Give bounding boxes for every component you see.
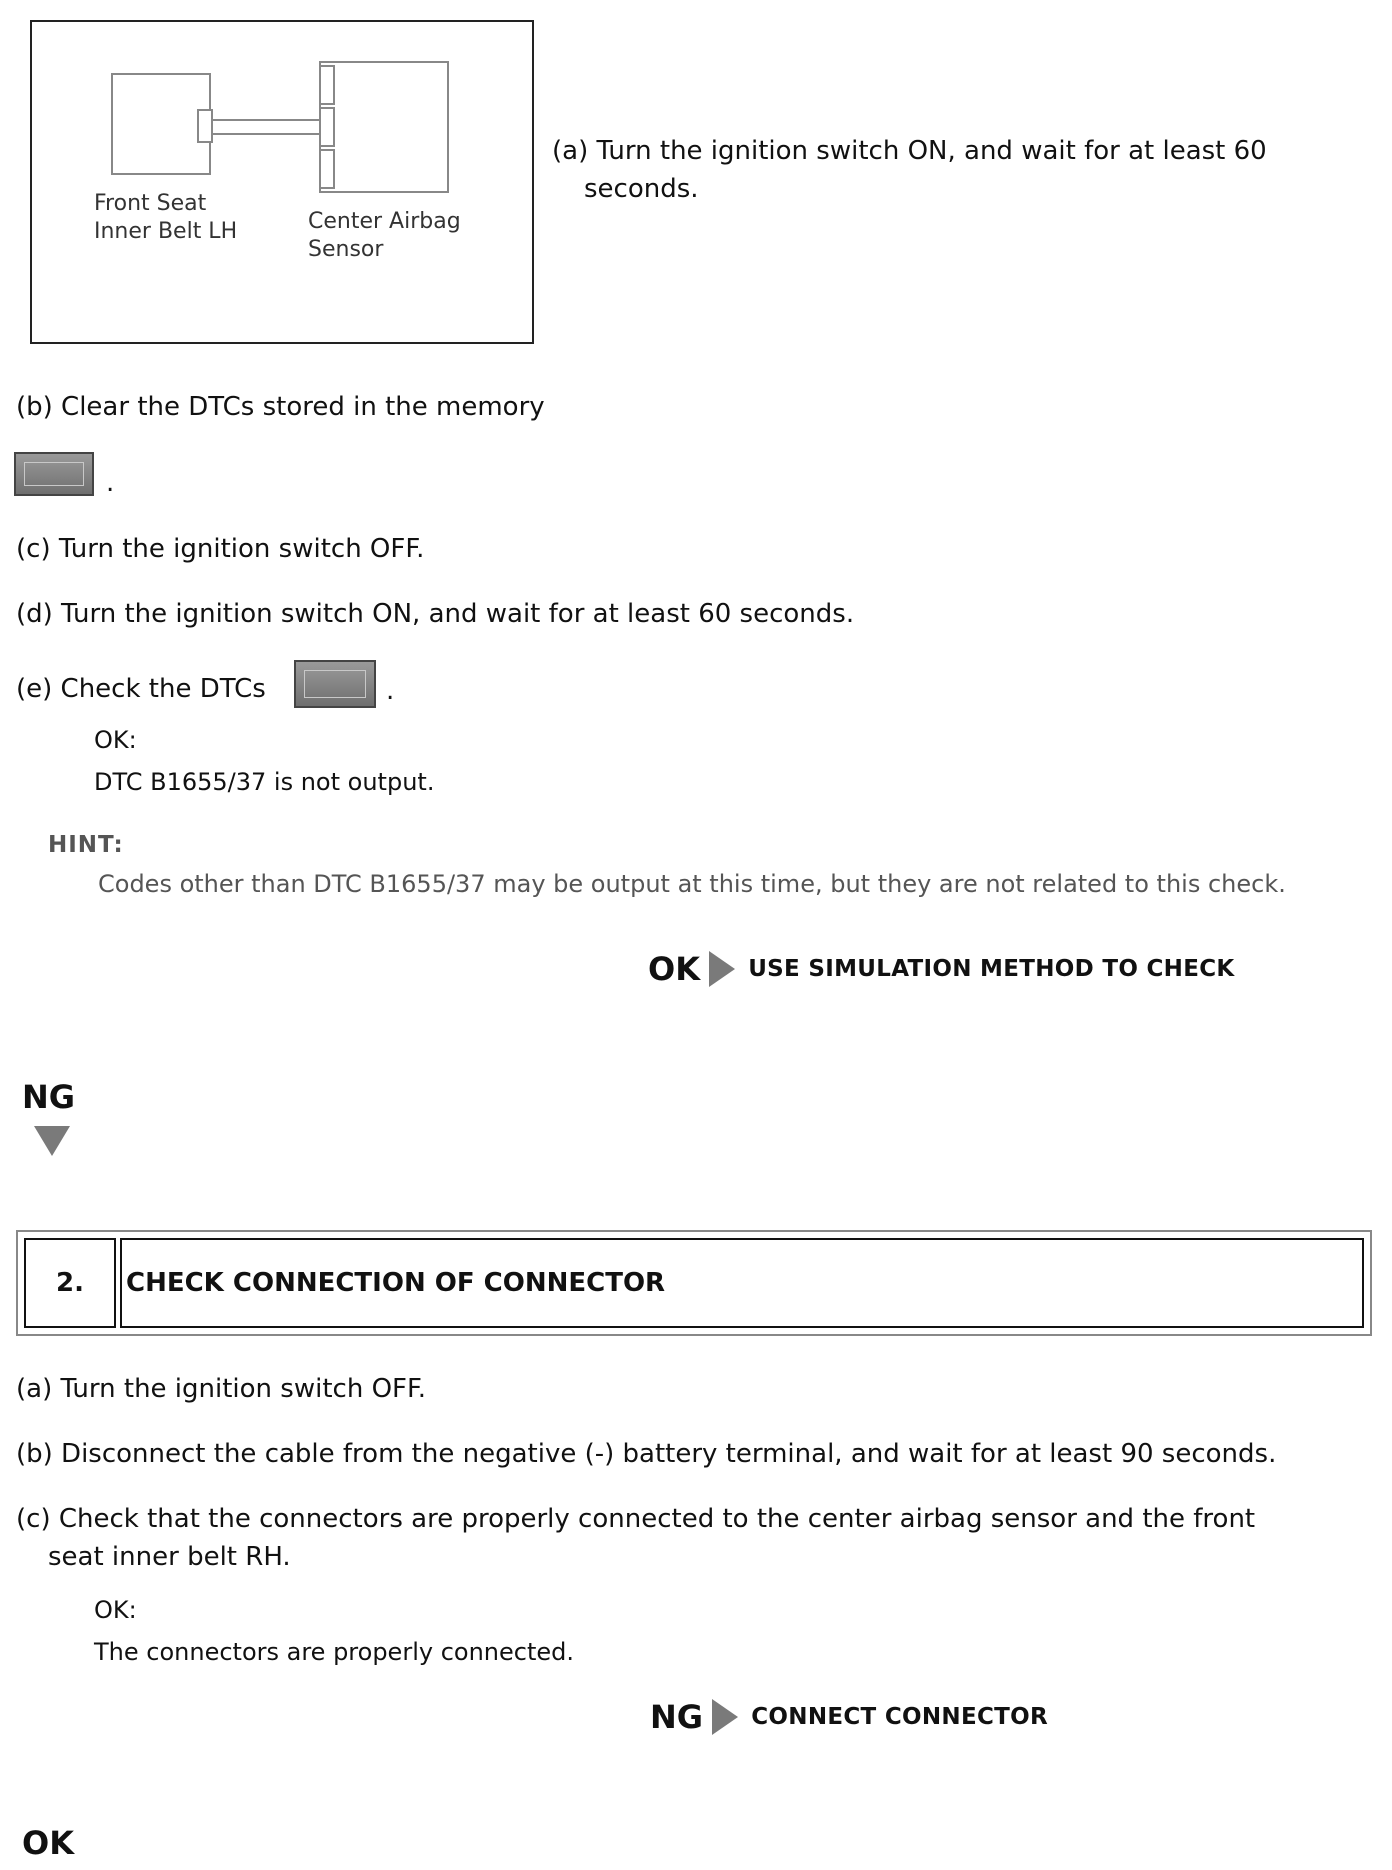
step-title: CHECK CONNECTION OF CONNECTOR xyxy=(126,1268,666,1298)
hint-title: HINT: xyxy=(48,832,124,858)
step2-b: (b) Disconnect the cable from the negative (-) battery terminal, and wait for at least 90 seconds. xyxy=(16,1439,1277,1469)
diagram-label-sensor: Sensor xyxy=(308,237,384,262)
step1-c: (c) Turn the ignition switch OFF. xyxy=(16,534,425,564)
step1-ok-label: OK: xyxy=(94,726,137,754)
branch-ng-label: NG xyxy=(22,1078,76,1116)
step1-e-period: . xyxy=(386,676,395,706)
step2-ok-label: OK: xyxy=(94,1596,137,1624)
diagram-label-inner-belt: Inner Belt LH xyxy=(94,219,238,244)
step2-title-cell xyxy=(120,1238,1364,1328)
connector-diagram xyxy=(30,20,534,344)
step1-b-period: . xyxy=(106,468,115,498)
arrow-right-icon xyxy=(709,951,735,987)
step1-ok-text: DTC B1655/37 is not output. xyxy=(94,768,435,796)
branch-ng-label: NG xyxy=(650,1698,704,1736)
step1-a-line1: (a) Turn the ignition switch ON, and wait for at least 60 xyxy=(552,136,1267,166)
branch-ng-connect xyxy=(650,1698,1048,1736)
connector-diagram-graphic xyxy=(32,22,532,342)
arrow-down-icon xyxy=(34,1126,70,1156)
branch-ok-label: OK xyxy=(648,950,700,988)
hint-text: Codes other than DTC B1655/37 may be output at this time, but they are not related to this check. xyxy=(98,870,1286,898)
step2-number-cell xyxy=(24,1238,116,1328)
step1-a-line2: seconds. xyxy=(584,174,699,204)
info-icon[interactable] xyxy=(14,452,94,496)
step1-e: (e) Check the DTCs xyxy=(16,674,266,704)
step2-c-line1: (c) Check that the connectors are properly connected to the center airbag sensor and the front xyxy=(16,1504,1256,1534)
branch-ng-action: CONNECT CONNECTOR xyxy=(751,1704,1049,1730)
step1-d: (d) Turn the ignition switch ON, and wait for at least 60 seconds. xyxy=(16,599,855,629)
step-number: 2. xyxy=(56,1268,84,1298)
branch-ok-label-bottom: OK xyxy=(22,1824,74,1862)
diagram-label-front-seat: Front Seat xyxy=(94,191,207,216)
step2-header xyxy=(16,1230,1372,1336)
branch-ok-action: USE SIMULATION METHOD TO CHECK xyxy=(748,956,1235,982)
info-icon-clear-dtc[interactable] xyxy=(14,452,94,500)
arrow-right-icon xyxy=(712,1699,738,1735)
info-icon-check-dtc[interactable] xyxy=(294,660,376,712)
info-icon[interactable] xyxy=(294,660,376,708)
step2-ok-text: The connectors are properly connected. xyxy=(94,1638,574,1666)
step1-b: (b) Clear the DTCs stored in the memory xyxy=(16,392,545,422)
branch-ok-simulation xyxy=(648,950,1235,988)
diagram-label-center-airbag: Center Airbag xyxy=(308,209,461,234)
step2-a: (a) Turn the ignition switch OFF. xyxy=(16,1374,427,1404)
step2-c-line2: seat inner belt RH. xyxy=(48,1542,291,1572)
